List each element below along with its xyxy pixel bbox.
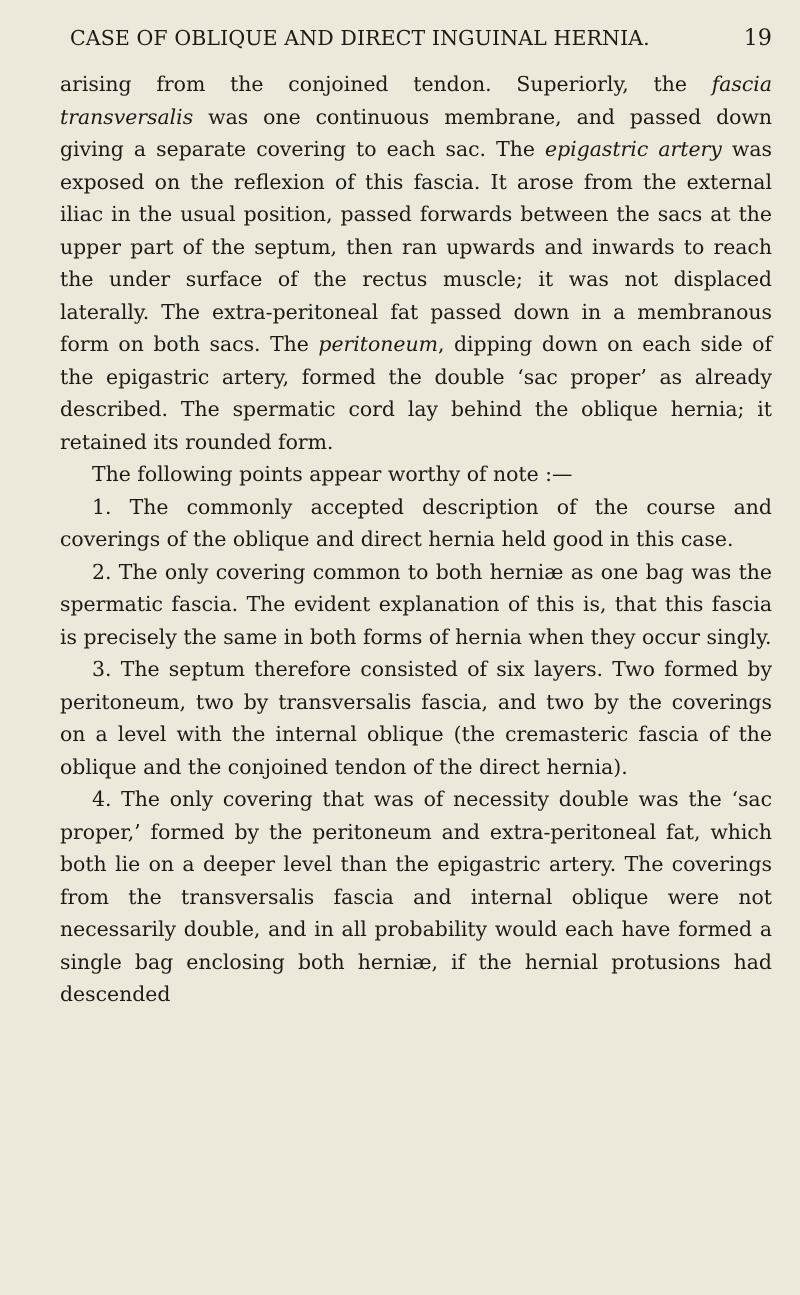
- book-page: [60, 22, 772, 1011]
- paragraph: [60, 68, 772, 458]
- italic-term: fascia transversalis: [60, 72, 772, 129]
- text-segment: 4. The only covering that was of necessity double was the ‘sac proper,’ formed by the peritoneum and extra-peritoneal fat, which both lie on a deeper level than the epigastric artery. The coverings from the transversalis fascia and internal oblique were not necessarily double, and in all probability would each have formed a single bag enclosing both herniæ, if the hernial protusions had descended: [60, 787, 772, 1006]
- italic-term: epigastric artery: [545, 137, 722, 161]
- paragraph: [60, 653, 772, 783]
- text-segment: , dipping down on each side of the epigastric artery, formed the double ‘sac proper’ as already described. The spermatic cord lay behind the oblique hernia; it retained its rounded form.: [60, 332, 772, 454]
- text-segment: 3. The septum therefore consisted of six layers. Two formed by peritoneum, two by transversalis fascia, and two by the coverings on a level with the internal oblique (the cremasteric fascia of the oblique and the conjoined tendon of the direct hernia).: [60, 657, 772, 779]
- italic-term: peritoneum: [318, 332, 438, 356]
- paragraph: [60, 783, 772, 1011]
- paragraph: [60, 556, 772, 654]
- text-segment: was one continuous membrane, and passed down giving a separate covering to each sac. The: [60, 104, 772, 161]
- running-head: [60, 22, 772, 62]
- paragraph: [60, 491, 772, 556]
- text-segment: 1. The commonly accepted description of the course and coverings of the oblique and direct hernia held good in this case.: [60, 494, 772, 551]
- text-segment: 2. The only covering common to both herniæ as one bag was the spermatic fascia. The evident explanation of this is, that this fascia is precisely the same in both forms of hernia when they occur singly.: [60, 559, 772, 649]
- text-segment: The following points appear worthy of note :—: [92, 462, 573, 486]
- running-head-title: CASE OF OBLIQUE AND DIRECT INGUINAL HERNIA.: [70, 26, 650, 50]
- page-number: 19: [743, 26, 772, 51]
- body-text: [60, 68, 772, 1011]
- text-segment: was exposed on the reflexion of this fascia. It arose from the external iliac in the usual position, passed forwards between the sacs at the upper part of the septum, then ran upwards and inwards to reach the under surface of the rectus muscle; it was not displaced laterally. The extra-peritoneal fat passed down in a membranous form on both sacs. The: [60, 137, 772, 356]
- text-segment: arising from the conjoined tendon. Superiorly, the: [60, 72, 712, 96]
- paragraph: [60, 458, 772, 491]
